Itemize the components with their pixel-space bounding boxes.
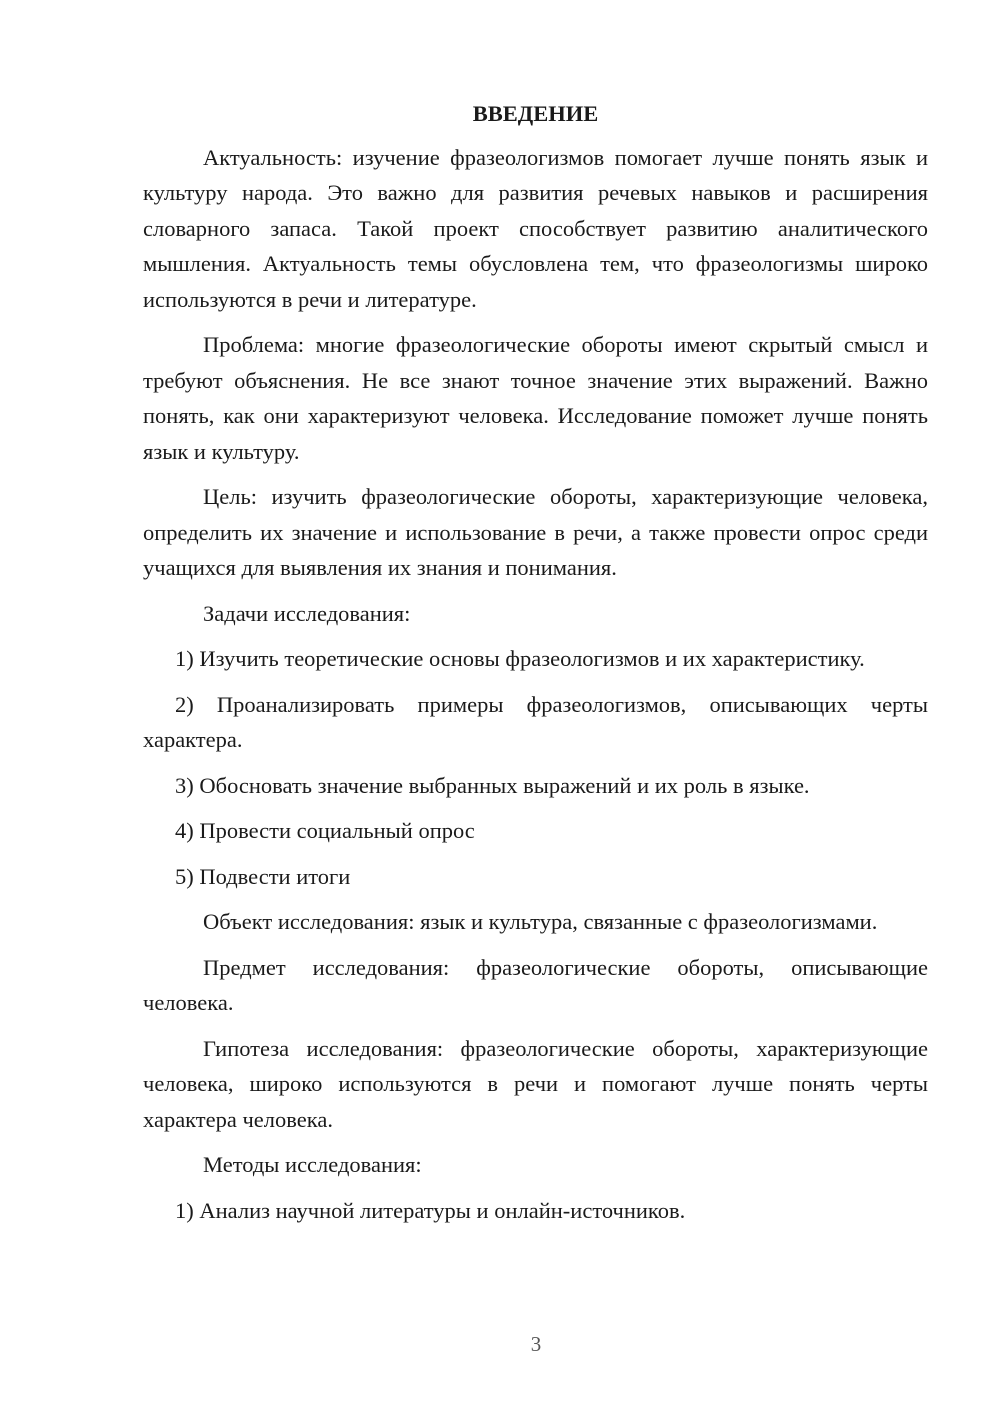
document-body <box>143 96 928 1238</box>
task-item: 5) Подвести итоги <box>175 863 351 889</box>
paragraph-subject: Предмет исследования: фразеологические обороты, описывающие человека. <box>143 954 928 1015</box>
paragraph-object: Объект исследования: язык и культура, связанные с фразеологизмами. <box>203 909 878 934</box>
page-number: 3 <box>530 1332 542 1356</box>
tasks-title: Задачи исследования: <box>203 600 411 626</box>
paragraph-relevance: Актуальность: изучение фразеологизмов помогает лучше понять язык и культуру народа. Это важно для развития речевых навыков и расширения словарного запаса. Такой проект способствует развитию аналитического мышления. Актуальность темы обусловлена тем, что фразеологизмы широко используются в речи и литературе. <box>143 144 928 312</box>
task-item: 2) Проанализировать примеры фразеологизмов, описывающих черты характера. <box>143 691 928 752</box>
task-item: 4) Провести социальный опрос <box>175 818 475 843</box>
task-item: 3) Обосновать значение выбранных выражений и их роль в языке. <box>175 772 810 798</box>
section-heading: ВВЕДЕНИЕ <box>472 101 599 126</box>
methods-title: Методы исследования: <box>203 1152 422 1177</box>
paragraph-hypothesis: Гипотеза исследования: фразеологические обороты, характеризующие человека, широко используются в речи и помогают лучше понять черты характера человека. <box>143 1035 928 1132</box>
method-item: 1) Анализ научной литературы и онлайн-источников. <box>175 1197 686 1223</box>
task-item: 1) Изучить теоретические основы фразеологизмов и их характеристику. <box>175 646 865 671</box>
paragraph-goal: Цель: изучить фразеологические обороты, характеризующие человека, определить их значение и использование в речи, а также провести опрос среди учащихся для выявления их знания и понимания. <box>143 484 928 580</box>
paragraph-problem: Проблема: многие фразеологические обороты имеют скрытый смысл и требуют объяснения. Не все знают точное значение этих выражений. Важно понять, как они характеризуют человека. Исследование поможет лучше понять язык и культуру. <box>143 332 928 464</box>
